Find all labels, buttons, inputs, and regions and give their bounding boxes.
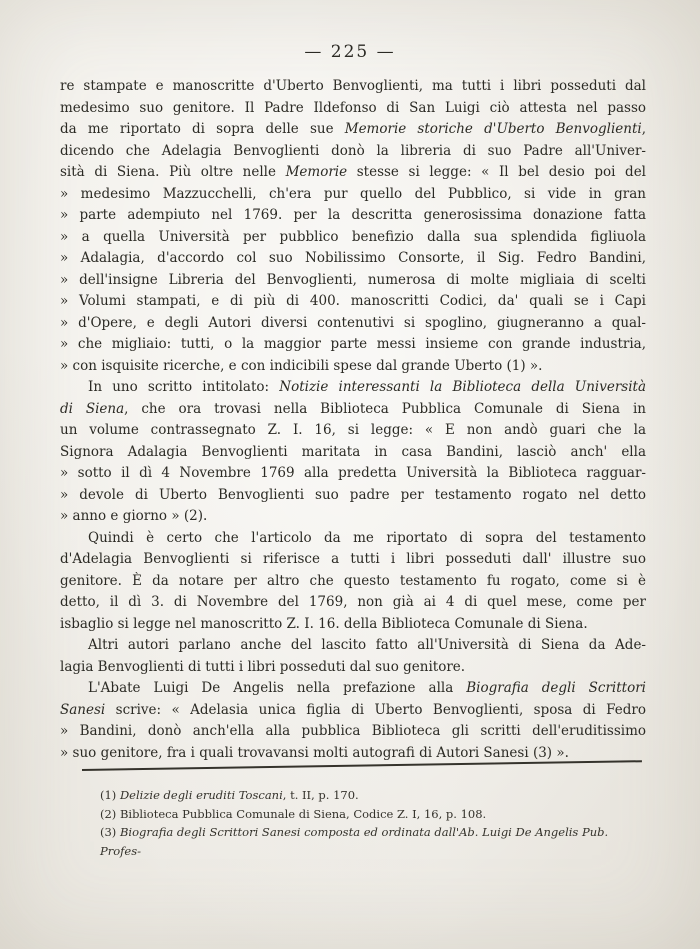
text-line: da me riportato di sopra delle sue Memorie storiche d'Uberto Benvoglienti,: [60, 121, 646, 137]
text-line: » Bandini, donò anch'ella alla pubblica Biblioteca gli scritti dell'eruditissimo: [60, 723, 646, 739]
paragraph: [60, 635, 646, 678]
text-line: Altri autori parlano anche del lascito fatto all'Università di Siena da Ade-: [88, 637, 646, 653]
text-line: medesimo suo genitore. Il Padre Ildefonso di San Luigi ciò attesta nel passo: [60, 99, 646, 116]
text-line: dicendo che Adelagia Benvoglienti donò la libreria di suo Padre all'Univer-: [60, 142, 646, 159]
text-line: » parte adempiuto nel 1769. per la descritta generosissima donazione fatta: [60, 207, 646, 223]
text-line: » anno e giorno » (2).: [60, 508, 208, 524]
text-line: Quindi è certo che l'articolo da me riportato di sopra del testamento: [88, 529, 646, 546]
paragraph: [60, 76, 646, 377]
text-line: » a quella Università per pubblico benefizio dalla sua splendida figliuola: [60, 228, 646, 245]
paragraph: [60, 528, 646, 636]
text-line: isbaglio si legge nel manoscritto Z. I. 16. della Biblioteca Comunale di Siena.: [60, 615, 588, 632]
text-line: » d'Opere, e degli Autori diversi contenutivi si spoglino, giugneranno a qual-: [60, 314, 646, 331]
text-line: In uno scritto intitolato: Notizie interessanti la Biblioteca della Università: [88, 379, 646, 395]
text-line: un volume contrassegnato Z. I. 16, si legge: « E non andò guari che la: [60, 422, 646, 438]
footnote-item: (3) Biografia degli Scrittori Sanesi composta ed ordinata dall'Ab. Luigi De Angelis Pub. Profes-: [100, 825, 609, 858]
text-line: genitore. È da notare per altro che questo testamento fu rogato, come si è: [60, 572, 646, 589]
text-line: » devole di Uberto Benvoglienti suo padre per testamento rogato nel detto: [60, 486, 646, 503]
text-line: Sanesi scrive: « Adelasia unica figlia di Uberto Benvoglienti, sposa di Fedro: [60, 701, 646, 718]
footnote-item: (2) Biblioteca Pubblica Comunale di Siena, Codice Z. I, 16, p. 108.: [100, 806, 487, 821]
text-line: d'Adelagia Benvoglienti si riferisce a tutti i libri posseduti dall' illustre suo: [60, 551, 646, 567]
paragraph: [60, 377, 646, 528]
text-line: » medesimo Mazzucchelli, ch'era pur quello del Pubblico, si vide in gran: [60, 185, 646, 202]
text-line: » sotto il dì 4 Novembre 1769 alla predetta Università la Biblioteca ragguar-: [60, 465, 646, 481]
footnote-item: (1) Delizie degli eruditi Toscani, t. II, p. 170.: [100, 788, 359, 802]
text-line: » suo genitore, fra i quali trovavansi molti autografi di Autori Sanesi (3) ».: [60, 744, 569, 761]
text-line: » dell'insigne Libreria del Benvoglienti, numerosa di molte migliaia di scelti: [60, 271, 646, 288]
text-line: sità di Siena. Più oltre nelle Memorie stesse si legge: « Il bel desio poi del: [60, 164, 647, 180]
text-line: detto, il dì 3. di Novembre del 1769, non già ai 4 di quel mese, come per: [60, 594, 646, 610]
footnotes: [100, 786, 652, 860]
text-line: lagia Benvoglienti di tutti i libri posseduti dal suo genitore.: [60, 658, 466, 675]
text-line: L'Abate Luigi De Angelis nella prefazione alla Biografia degli Scrittori: [88, 680, 646, 696]
text-line: Signora Adalagia Benvoglienti maritata in casa Bandini, lasciò anch' ella: [60, 443, 646, 460]
text-line: di Siena, che ora trovasi nella Biblioteca Pubblica Comunale di Siena in: [60, 400, 646, 417]
page-number: — 225 —: [304, 42, 396, 62]
text-line: » con isquisite ricerche, e con indicibili spese dal grande Uberto (1) ».: [60, 357, 543, 374]
text-line: » Adalagia, d'accordo col suo Nobilissimo Consorte, il Sig. Fedro Bandini,: [60, 250, 646, 266]
text-line: » Volumi stampati, e di più di 400. manoscritti Codici, da' quali se i Capi: [60, 293, 646, 309]
paragraph: [60, 678, 646, 764]
text-line: re stampate e manoscritte d'Uberto Benvoglienti, ma tutti i libri posseduti dal: [60, 78, 646, 94]
body-text: [60, 76, 646, 764]
text-line: » che migliaio: tutti, o la maggior parte messi insieme con grande industria,: [60, 336, 646, 352]
